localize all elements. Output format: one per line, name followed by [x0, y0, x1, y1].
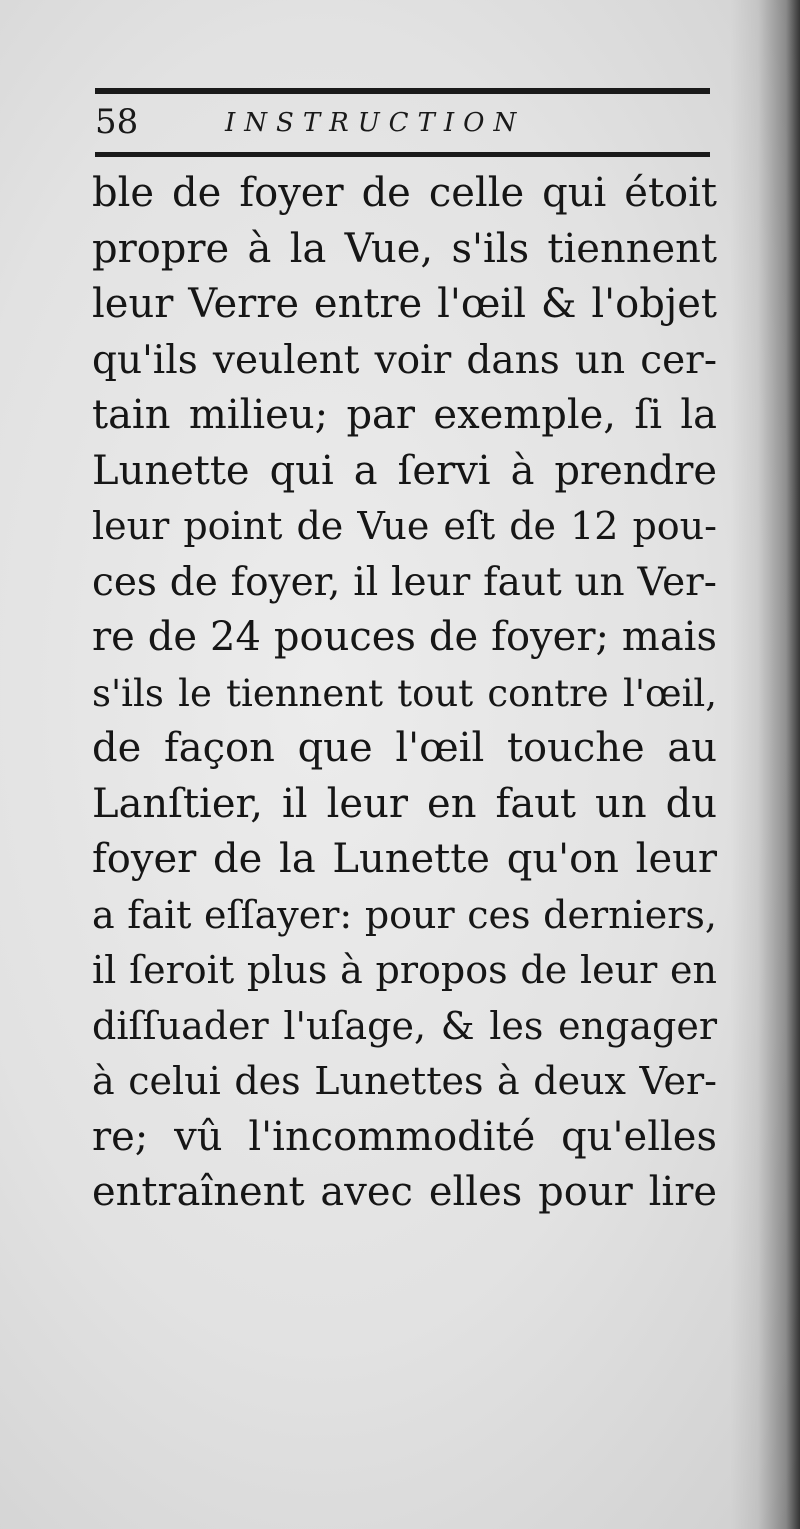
header-bottom-rule — [95, 152, 710, 157]
text-line: leur point de Vue eſt de 12 pou- — [92, 504, 717, 548]
text-line: qu'ils veulent voir dans un cer- — [92, 337, 717, 383]
text-line: entraînent avec elles pour lire — [92, 1169, 717, 1215]
text-line: ble de foyer de celle qui étoit — [92, 170, 717, 216]
text-line: propre à la Vue, s'ils tiennent — [92, 225, 717, 272]
binding-gutter-shadow — [730, 0, 800, 1529]
text-line: de façon que l'œil touche au — [92, 725, 717, 771]
body-text — [92, 166, 717, 1221]
text-line: a fait eſſayer: pour ces derniers, — [92, 892, 717, 937]
running-head: INSTRUCTION — [225, 108, 526, 138]
text-line: tain milieu; par exemple, ſi la — [92, 392, 717, 438]
text-line: re de 24 pouces de foyer; mais — [92, 614, 717, 660]
text-line: leur Verre entre l'œil & l'objet — [92, 281, 717, 327]
text-line: Lunette qui a ſervi à prendre — [92, 447, 717, 494]
text-line: ces de foyer, il leur faut un Ver- — [92, 559, 717, 605]
text-line: il ſeroit plus à propos de leur en — [92, 948, 717, 992]
text-line: diſſuader l'uſage, & les engager — [92, 1003, 717, 1048]
text-line: re; vû l'incommodité qu'elles — [92, 1113, 717, 1160]
header-top-rule — [95, 88, 710, 94]
text-line: s'ils le tiennent tout contre l'œil, — [92, 671, 717, 715]
text-line: foyer de la Lunette qu'on leur — [92, 836, 717, 882]
page-number: 58 — [95, 102, 139, 142]
text-line: à celui des Lunettes à deux Ver- — [92, 1059, 717, 1103]
page-header — [95, 100, 710, 146]
text-line: Lanſtier, il leur en faut un du — [92, 780, 717, 827]
